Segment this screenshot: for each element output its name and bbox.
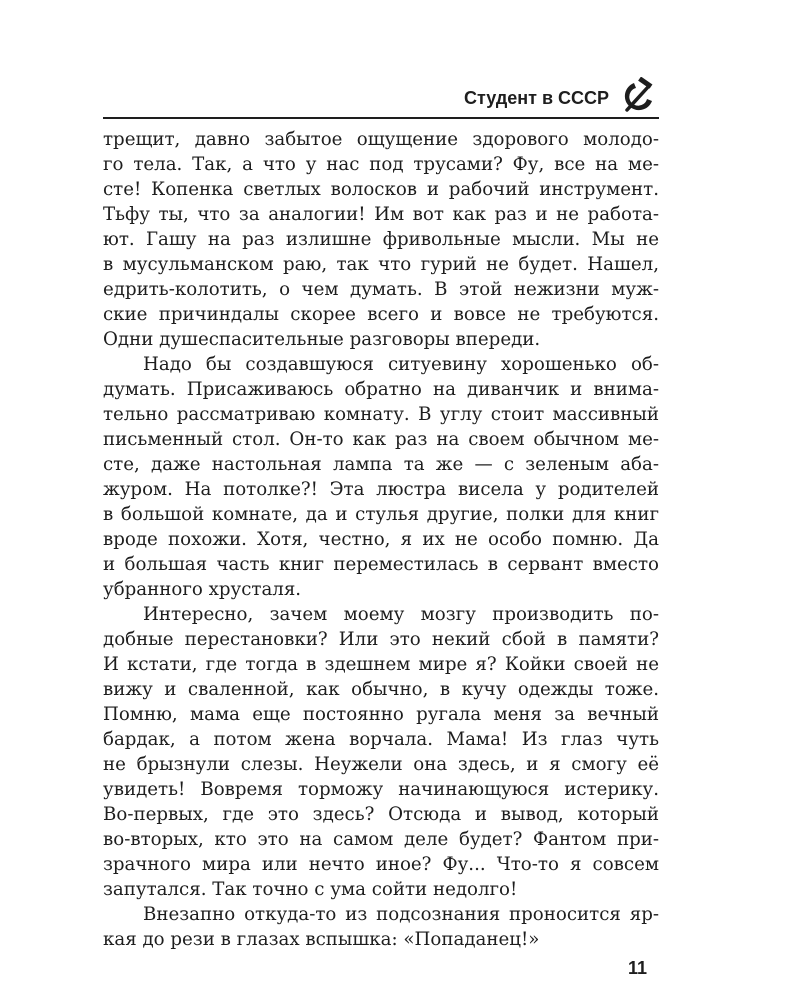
hammer-and-sickle-icon [618, 77, 658, 115]
text-line: и большая часть книг переместилась в сервант вместо [103, 554, 659, 575]
text-line: Надо бы создавшуюся ситуевину хорошенько об- [143, 354, 659, 375]
text-line: увидеть! Вовремя торможу начинающуюся истерику. [103, 779, 659, 800]
text-line: в большой комнате, да и стулья другие, полки для книг [103, 504, 659, 525]
text-line: сте! Копенка светлых волосков и рабочий инструмент. [103, 179, 659, 200]
text-line: го тела. Так, а что у нас под трусами? Фу, все на ме- [103, 154, 659, 175]
text-line: Помню, мама еще постоянно ругала меня за вечный [103, 704, 659, 725]
text-line: убранного хрусталя. [103, 579, 302, 600]
text-line: журом. На потолке?! Эта люстра висела у родителей [103, 479, 659, 500]
text-line: Тьфу ты, что за аналогии! Им вот как раз и не работа- [103, 204, 659, 225]
text-line: вроде похожи. Хотя, честно, я их не особо помню. Да [103, 529, 659, 550]
running-header-title: Студент в СССР [464, 88, 610, 108]
text-line: зрачного мира или нечто иное? Фу... Что-то я совсем [103, 854, 659, 875]
text-line: не брызнули слезы. Неужели она здесь, и я смогу её [103, 754, 659, 775]
text-line: И кстати, где тогда в здешнем мире я? Койки своей не [103, 654, 659, 675]
text-line: сте, даже настольная лампа та же — с зеленым аба- [103, 454, 659, 475]
text-line: Во-первых, где это здесь? Отсюда и вывод, который [103, 804, 659, 825]
header-rule [103, 117, 659, 119]
text-line: запутался. Так точно с ума сойти недолго! [103, 879, 518, 900]
text-line: Одни душеспасительные разговоры впереди. [103, 329, 541, 350]
text-line: вижу и сваленной, как обычно, в кучу одежды тоже. [103, 679, 659, 700]
text-line: Внезапно откуда-то из подсознания проносится яр- [143, 904, 659, 925]
text-line: письменный стол. Он-то как раз на своем обычном ме- [103, 429, 659, 450]
text-line: тельно рассматриваю комнату. В углу стоит массивный [103, 404, 659, 425]
text-line: едрить-колотить, о чем думать. В этой нежизни муж- [103, 279, 659, 300]
page-number: 11 [628, 958, 648, 978]
text-line: Интересно, зачем моему мозгу производить по- [143, 604, 659, 625]
text-line: во-вторых, кто это на самом деле будет? Фантом при- [103, 829, 659, 850]
text-line: трещит, давно забытое ощущение здорового молодо- [103, 129, 659, 150]
text-line: думать. Присаживаюсь обратно на диванчик и внима- [103, 379, 659, 400]
text-line: ют. Гашу на раз излишне фривольные мысли. Мы не [103, 229, 659, 250]
text-line: ские причиндалы скорее всего и вовсе не требуются. [103, 304, 659, 325]
text-line: бардак, а потом жена ворчала. Мама! Из глаз чуть [103, 729, 659, 750]
text-line: в мусульманском раю, так что гурий не будет. Нашел, [103, 254, 659, 275]
text-line: кая до рези в глазах вспышка: «Попаданец!» [103, 929, 540, 950]
text-line: добные перестановки? Или это некий сбой в памяти? [103, 629, 659, 650]
